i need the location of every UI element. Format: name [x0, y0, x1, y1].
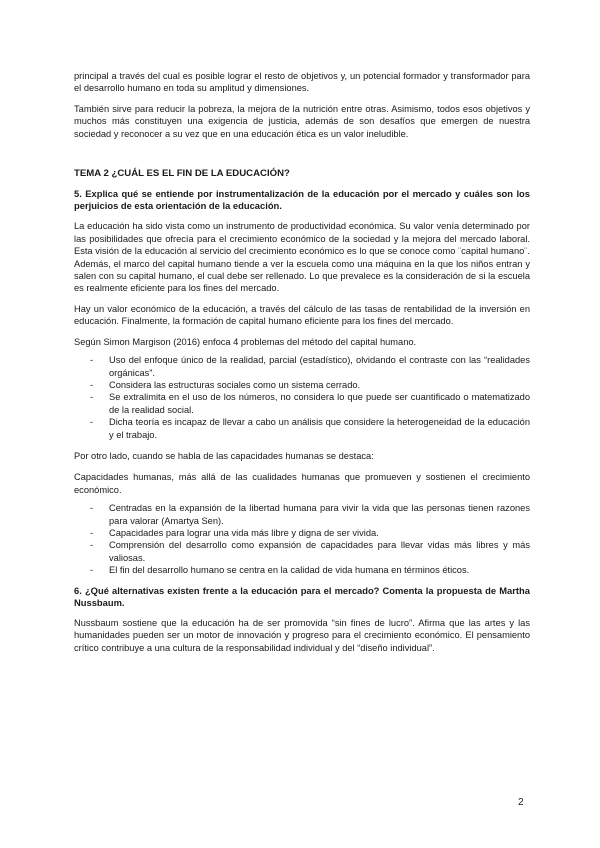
- body-paragraph: Nussbaum sostiene que la educación ha de ser promovida “sin fines de lucro”. Afirma que las artes y las humanidades pueden ser un motor de innovación y progreso para el crecimiento económico. El pensamiento crítico contribuye a una cultura de la responsabilidad individual y del “diseño individual”.: [74, 618, 530, 653]
- page-number: 2: [518, 797, 524, 808]
- question-6-heading: 6. ¿Qué alternativas existen frente a la educación para el mercado? Comenta la propuesta de Martha Nussbaum.: [74, 584, 530, 608]
- document-page: [74, 70, 530, 654]
- topic-title: TEMA 2 ¿CUÁL ES EL FIN DE LA EDUCACIÓN?: [74, 168, 290, 180]
- list-item: - Dicha teoría es incapaz de llevar a cabo un análisis que considere la heterogeneidad de la educación y el trabajo.: [90, 417, 530, 440]
- body-paragraph: Hay un valor económico de la educación, a través del cálculo de las tasas de rentabilidad de la inversión en educación. Finalmente, la formación de capital humano eficiente para los fines del mercado.: [74, 303, 530, 327]
- list-item: - Considera las estructuras sociales como un sistema cerrado.: [90, 379, 361, 390]
- list-item: - Centradas en la expansión de la libertad humana para vivir la vida que las personas tienen razones para valorar (Amartya Sen).: [90, 503, 530, 526]
- capabilities-list: [74, 502, 530, 576]
- body-paragraph: Capacidades humanas, más allá de las cualidades humanas que promueven y sostienen el crecimiento económico.: [74, 472, 530, 495]
- question-5-heading: 5. Explica qué se entiende por instrumentalización de la educación por el mercado y cuáles son los perjuicios de esta orientación de la educación.: [74, 188, 530, 212]
- list-item: - Comprensión del desarrollo como expansión de capacidades para llevar vidas más libres y más valiosas.: [90, 540, 530, 563]
- problems-list: [74, 354, 530, 441]
- body-paragraph: Por otro lado, cuando se habla de las capacidades humanas se destaca:: [74, 450, 374, 461]
- intro-paragraph: También sirve para reducir la pobreza, la mejora de la nutrición entre otras. Asimismo, todos esos objetivos y muchos más constituyen una exigencia de justicia, además de son desafíos que emergen de nuestra sociedad y reconocer a su vez que en una educación ética es un valor ineludible.: [74, 103, 530, 139]
- body-paragraph: La educación ha sido vista como un instrumento de productividad económica. Su valor venía determinado por las posibilidades que ofrecía para el crecimiento económico de la sociedad y la mejora del mercado laboral. Esta visión de la educación al servicio del crecimiento económico es lo que se conoce como ¨capital humano¨. Además, el marco del capital humano tiende a ver la escuela como una máquina en la que los niños entran y salen con su capital humano, el cual debe ser rellenado. Lo que prevalece es la consideración de si la escuela es realmente eficiente para los fines del mercado.: [74, 221, 530, 294]
- intro-paragraph: principal a través del cual es posible lograr el resto de objetivos y, un potencial formador y transformador para el desarrollo humano en toda su amplitud y dimensiones.: [74, 71, 530, 94]
- list-item: - El fin del desarrollo humano se centra en la calidad de vida humana en términos éticos.: [90, 565, 470, 576]
- list-item: - Se extralimita en el uso de los números, no considera lo que puede ser cuantificado o matematizado de la realidad social.: [90, 392, 530, 415]
- list-item: - Uso del enfoque único de la realidad, parcial (estadístico), olvidando el contraste con las “realidades orgánicas”.: [90, 355, 530, 378]
- list-item: - Capacidades para lograr una vida más libre y digna de ser vivida.: [90, 527, 379, 538]
- body-paragraph: Según Simon Margison (2016) enfoca 4 problemas del método del capital humano.: [74, 336, 417, 347]
